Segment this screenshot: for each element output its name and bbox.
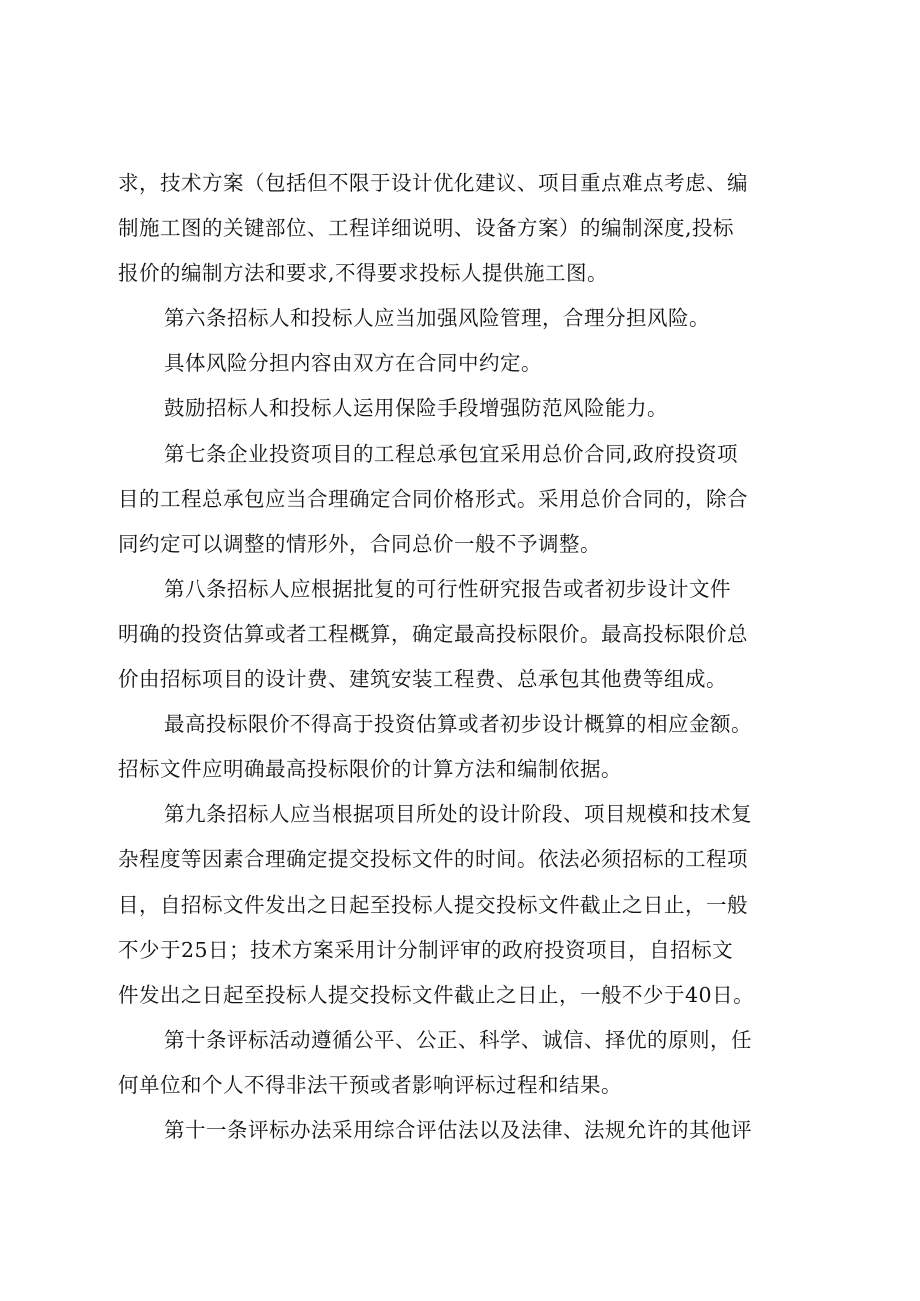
text-line: 第六条招标人和投标人应当加强风险管理，合理分担风险。 <box>164 306 710 331</box>
text-line: 最高投标限价不得高于投资估算或者初步设计概算的相应金额。 <box>164 712 752 737</box>
text-line: 杂程度等因素合理确定提交投标文件的时间。依法必须招标的工程项 <box>118 847 748 872</box>
paragraph-article-11 <box>118 1108 810 1153</box>
text-line: 不少于25日；技术方案采用计分制评审的政府投资项目，自招标文 <box>118 937 734 962</box>
text-line: 明确的投资估算或者工程概算，确定最高投标限价。最高投标限价总 <box>118 621 748 646</box>
text-line: 价由招标项目的设计费、建筑安装工程费、总承包其他费等组成。 <box>118 667 727 692</box>
text-line: 求，技术方案（包括但不限于设计优化建议、项目重点难点考虑、编 <box>118 171 748 195</box>
text-line: 目，自招标文件发出之日起至投标人提交投标文件截止之日止，一般 <box>118 892 748 917</box>
paragraph-article-9 <box>118 792 810 1017</box>
text-line: 第七条企业投资项目的工程总承包宜采用总价合同,政府投资项 <box>164 441 739 466</box>
text-line: 第十一条评标办法采用综合评估法以及法律、法规允许的其他评 <box>164 1117 752 1142</box>
paragraph-insurance <box>118 386 810 431</box>
paragraph-article-6 <box>118 296 810 341</box>
paragraph-continuation <box>118 161 810 296</box>
text-line: 目的工程总承包应当合理确定合同价格形式。采用总价合同的，除合 <box>118 486 748 511</box>
paragraph-article-7 <box>118 432 810 567</box>
text-line: 第八条招标人应根据批复的可行性研究报告或者初步设计文件 <box>164 576 731 601</box>
text-line: 件发出之日起至投标人提交投标文件截止之日止，一般不少于40日。 <box>118 982 755 1007</box>
paragraph-risk-sharing <box>118 341 810 386</box>
paragraph-article-8 <box>118 567 810 702</box>
text-line: 何单位和个人不得非法干预或者影响评标过程和结果。 <box>118 1072 622 1097</box>
paragraph-article-10 <box>118 1018 810 1108</box>
text-line: 招标文件应明确最高投标限价的计算方法和编制依据。 <box>118 757 622 782</box>
text-line: 第九条招标人应当根据项目所处的设计阶段、项目规模和技术复 <box>164 802 752 827</box>
text-line: 第十条评标活动遵循公平、公正、科学、诚信、择优的原则，任 <box>164 1027 752 1052</box>
text-line: 制施工图的关键部位、工程详细说明、设备方案）的编制深度,投标 <box>118 216 735 241</box>
paragraph-max-bid-limit <box>118 702 810 792</box>
text-line: 报价的编制方法和要求,不得要求投标人提供施工图。 <box>118 261 609 286</box>
text-line: 同约定可以调整的情形外，合同总价一般不予调整。 <box>118 531 601 556</box>
text-line: 鼓励招标人和投标人运用保险手段增强防范风险能力。 <box>164 396 668 421</box>
text-line: 具体风险分担内容由双方在合同中约定。 <box>164 351 542 376</box>
document-body <box>118 161 810 1153</box>
